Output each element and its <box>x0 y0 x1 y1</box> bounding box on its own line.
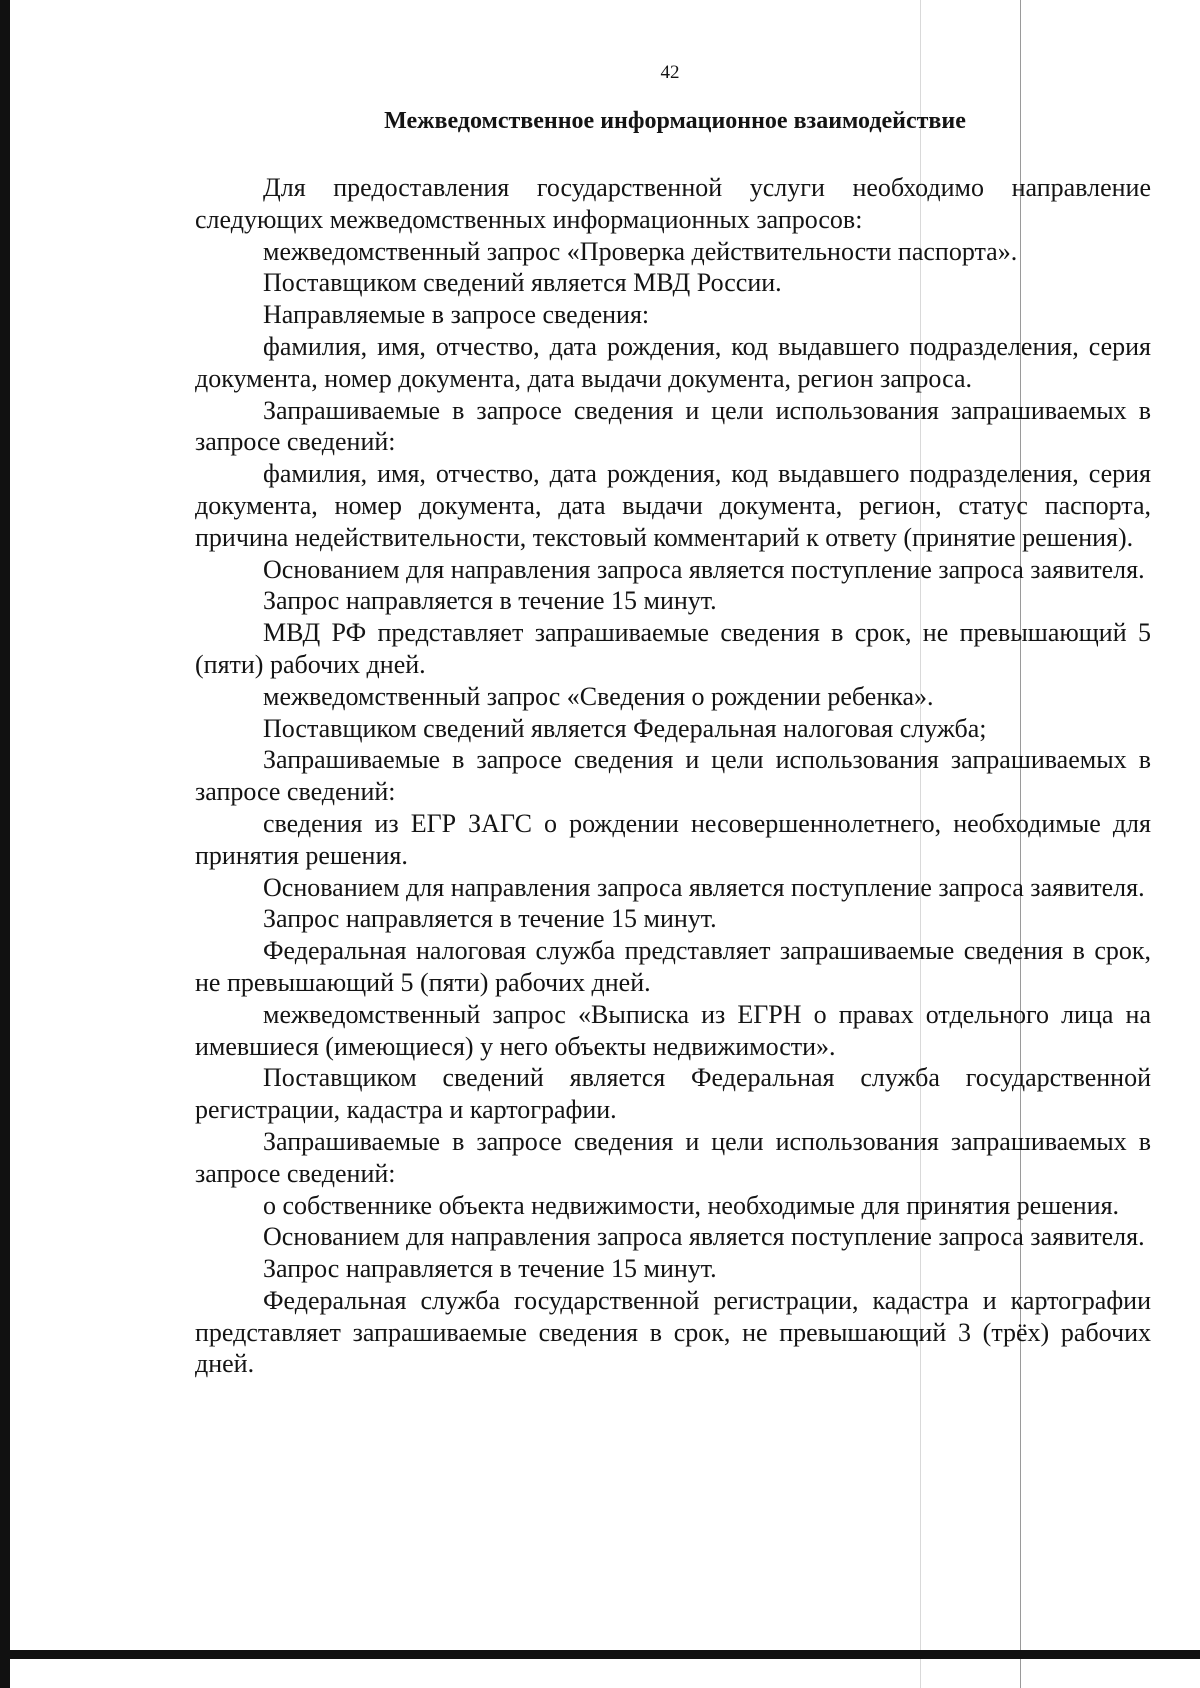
paragraph: сведения из ЕГР ЗАГС о рождении несовершеннолетнего, необходимые для принятия решения. <box>195 808 1151 870</box>
page-number: 42 <box>660 62 680 83</box>
paragraph: Для предоставления государственной услуги необходимо направление следующих межведомственных информационных запросов: <box>195 173 1151 234</box>
paragraph: Направляемые в запросе сведения: <box>263 300 650 330</box>
paragraph: о собственнике объекта недвижимости, необходимые для принятия решения. <box>263 1190 1120 1220</box>
paragraph: Запрос направляется в течение 15 минут. <box>263 1254 717 1284</box>
paragraph: Основанием для направления запроса является поступление запроса заявителя. <box>263 872 1145 902</box>
paragraph: Запрос направляется в течение 15 минут. <box>263 586 717 616</box>
paragraph: межведомственный запрос «Сведения о рождении ребенка». <box>263 681 934 711</box>
paragraph: фамилия, имя, отчество, дата рождения, код выдавшего подразделения, серия документа, номер документа, дата выдачи документа, регион, статус паспорта, причина недействительности, текстовый комментарий к ответу (принятие решения). <box>195 459 1151 552</box>
paragraph: фамилия, имя, отчество, дата рождения, код выдавшего подразделения, серия документа, номер документа, дата выдачи документа, регион запроса. <box>195 331 1151 393</box>
document-title: Межведомственное информационное взаимодействие <box>384 108 966 134</box>
paragraph: Поставщиком сведений является Федеральная налоговая служба; <box>263 713 987 743</box>
paragraph: межведомственный запрос «Проверка действительности паспорта». <box>263 236 1018 266</box>
paragraph: Поставщиком сведений является Федеральная служба государственной регистрации, кадастра и картографии. <box>195 1063 1151 1125</box>
paragraph: Запрос направляется в течение 15 минут. <box>263 904 717 934</box>
paragraph: Основанием для направления запроса является поступление запроса заявителя. <box>263 1222 1145 1252</box>
paragraph: МВД РФ представляет запрашиваемые сведения в срок, не превышающий 5 (пяти) рабочих дней. <box>195 618 1151 679</box>
scan-left-edge <box>0 0 10 1688</box>
document-body <box>195 172 1151 1380</box>
paragraph: Запрашиваемые в запросе сведения и цели использования запрашиваемых в запросе сведений: <box>195 745 1151 807</box>
paragraph: Запрашиваемые в запросе сведения и цели использования запрашиваемых в запросе сведений: <box>195 395 1151 457</box>
scan-bottom-edge <box>0 1650 1200 1659</box>
paragraph: Поставщиком сведений является МВД России. <box>263 268 782 298</box>
paragraph: Федеральная служба государственной регистрации, кадастра и картографии представляет запрашиваемые сведения в срок, не превышающий 3 (трёх) рабочих дней. <box>195 1285 1151 1379</box>
paragraph: Основанием для направления запроса является поступление запроса заявителя. <box>263 554 1145 584</box>
paragraph: межведомственный запрос «Выписка из ЕГРН о правах отдельного лица на имевшиеся (имеющиеся) у него объекты недвижимости». <box>195 999 1151 1061</box>
paragraph: Федеральная налоговая служба представляет запрашиваемые сведения в срок, не превышающий 5 (пяти) рабочих дней. <box>195 936 1151 997</box>
paragraph: Запрашиваемые в запросе сведения и цели использования запрашиваемых в запросе сведений: <box>195 1126 1151 1188</box>
